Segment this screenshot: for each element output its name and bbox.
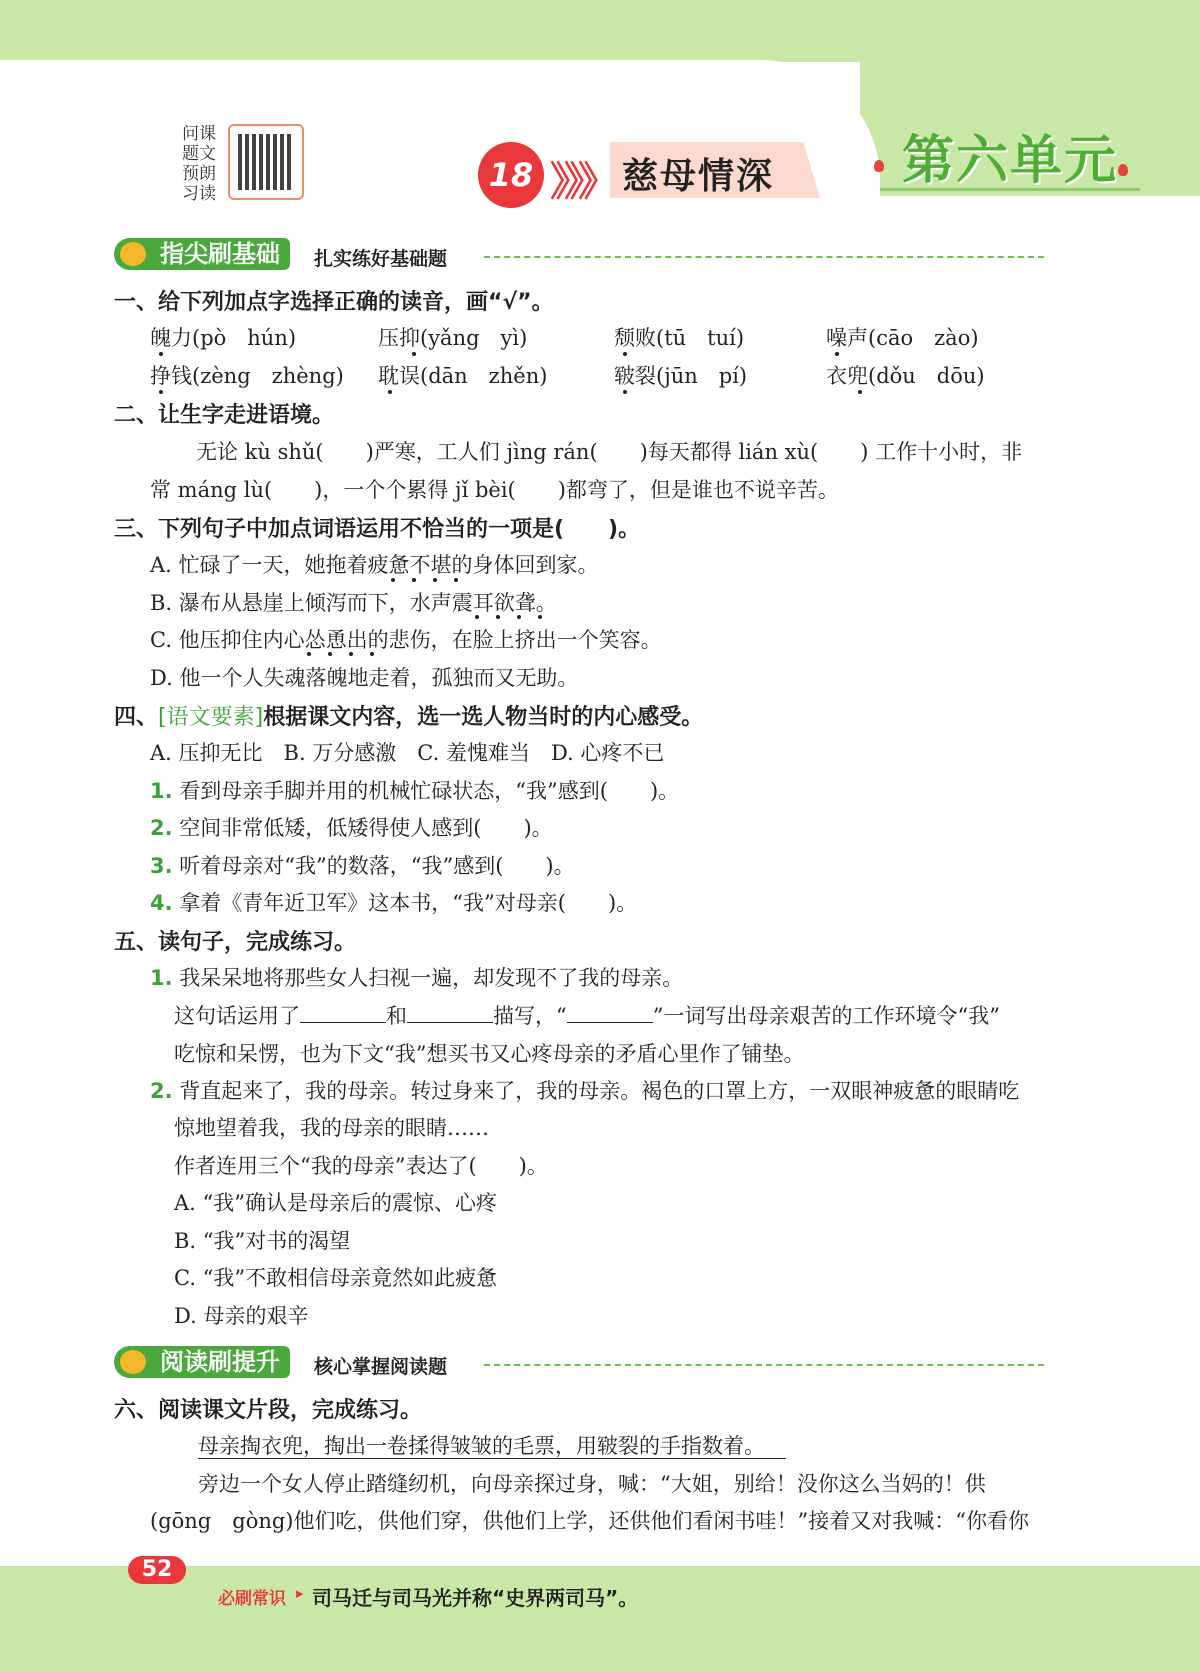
- q4-item: [150, 887, 637, 917]
- q4-choices: A. 压抑无比 B. 万分感激 C. 羞愧难当 D. 心疼不已: [150, 741, 665, 765]
- emphasis-dot: [159, 390, 163, 394]
- q1-item: 噪声(cāo zào): [826, 326, 979, 350]
- emphasis-dot: [623, 352, 627, 356]
- item-number: 2.: [150, 816, 173, 840]
- lesson-number: 18: [478, 142, 544, 208]
- emphasis-dot: [307, 652, 311, 656]
- qr-code-pattern: [238, 134, 294, 190]
- emphasis-dot: [623, 390, 627, 394]
- emphasis-dot: [370, 652, 374, 656]
- item-text: 拿着《青年近卫军》这本书，“我”对母亲( )。: [179, 891, 638, 915]
- question-4-title: [114, 700, 703, 731]
- section-basic-label: 指尖刷基础: [160, 240, 280, 268]
- flower-icon: [874, 160, 884, 172]
- item-text: 空间非常低矮，低矮得使人感到( )。: [179, 816, 553, 840]
- flower-icon: [1118, 164, 1128, 176]
- q4-item: [150, 850, 575, 880]
- emphasis-dot: [835, 352, 839, 356]
- q1-item: 衣兜(dǒu dōu): [826, 364, 985, 388]
- emphasis-dot: [433, 578, 437, 582]
- q4-prefix: 四、: [114, 705, 159, 730]
- q3-option-d: D. 他一个人失魂落魄地走着，孤独而又无助。: [150, 666, 579, 690]
- q4-item: [150, 812, 553, 842]
- qr-label: 问课题文预朗习读: [182, 124, 216, 204]
- q3-option-a: A. 忙碌了一天，她拖着疲惫不堪的身体回到家。: [150, 553, 599, 577]
- q4-title-text: 根据课文内容，选一选人物当时的内心感受。: [263, 705, 704, 730]
- grass-decoration: [880, 178, 1140, 191]
- q5-fill-line: [174, 1000, 1000, 1030]
- q4-tag: [语文要素]: [158, 705, 264, 730]
- header-band: [0, 0, 1200, 62]
- q5-sentence-1: [150, 962, 683, 992]
- q5-sentence-2: [150, 1075, 1019, 1105]
- q5-option-c: C. “我”不敢相信母亲竟然如此疲惫: [174, 1266, 498, 1290]
- fill-text: ”一词写出母亲艰苦的工作环境令“我”: [652, 1004, 1000, 1028]
- fill-blank[interactable]: [300, 1022, 386, 1023]
- emphasis-dot: [517, 615, 521, 619]
- emphasis-dot: [391, 578, 395, 582]
- section-basic-pill: [114, 238, 290, 270]
- q3-option-c: C. 他压抑住内心怂恿出的悲伤，在脸上挤出一个笑容。: [150, 628, 662, 652]
- emphasis-dot: [496, 615, 500, 619]
- section-divider: [484, 256, 1044, 258]
- qr-code[interactable]: [228, 124, 304, 200]
- section-reading-pill: [114, 1346, 290, 1378]
- question-2-title: 二、让生字走进语境。: [114, 403, 335, 428]
- emphasis-dot: [412, 352, 416, 356]
- q5-option-a: A. “我”确认是母亲后的震惊、心疼: [174, 1191, 497, 1215]
- quote-text: 我呆呆地将那些女人扫视一遍，却发现不了我的母亲。: [179, 966, 684, 990]
- section-divider: [484, 1364, 1044, 1366]
- q1-item: 皲裂(jūn pí): [614, 364, 748, 388]
- q6-paragraph-3: (gōng gòng)他们吃，供他们穿，供他们上学，还供他们看闲书哇！”接着又对我喊：“你看你: [150, 1509, 1029, 1533]
- q3-option-b: B. 瀑布从悬崖上倾泻而下，水声震耳欲聋。: [150, 591, 557, 615]
- quote-text: 背直起来了，我的母亲。转过身来了，我的母亲。褐色的口罩上方，一双眼神疲惫的眼睛吃: [179, 1079, 1020, 1103]
- item-text: 听着母亲对“我”的数落，“我”感到( )。: [179, 854, 575, 878]
- chevrons-icon: 》》》: [550, 159, 612, 205]
- q5-quote-line: 惊地望着我，我的母亲的眼睛……: [174, 1116, 489, 1140]
- q1-item: 颓败(tū tuí): [614, 326, 745, 350]
- q4-item: [150, 775, 679, 805]
- item-number: 3.: [150, 854, 173, 878]
- fill-blank[interactable]: [407, 1022, 493, 1023]
- q2-line-2: 常 máng lù( )，一个个累得 jǐ bèi( )都弯了，但是谁也不说辛苦。: [150, 478, 839, 502]
- question-3-title: 三、下列句子中加点词语运用不恰当的一项是( )。: [114, 517, 641, 542]
- question-6-title: 六、阅读课文片段，完成练习。: [114, 1398, 423, 1423]
- fill-text: 和: [386, 1004, 407, 1028]
- fill-text: 描写，“: [493, 1004, 567, 1028]
- emphasis-dot: [858, 390, 862, 394]
- emphasis-dot: [454, 578, 458, 582]
- emphasis-dot: [159, 352, 163, 356]
- emphasis-dot: [349, 652, 353, 656]
- page-number: 52: [128, 1556, 186, 1584]
- underline: [198, 1458, 786, 1459]
- tip-arrow-icon: ▸: [296, 1584, 304, 1602]
- q1-item: 压抑(yǎng yì): [378, 326, 528, 350]
- q6-paragraph-1: 母亲掏衣兜，掏出一卷揉得皱皱的毛票，用皲裂的手指数着。: [198, 1434, 765, 1458]
- item-number: 1.: [150, 779, 173, 803]
- tip-label: 必刷常识: [218, 1589, 286, 1609]
- mascot-icon: [120, 1350, 146, 1374]
- tip-text: 司马迁与司马光并称“史界两司马”。: [312, 1586, 639, 1610]
- item-text: 看到母亲手脚并用的机械忙碌状态，“我”感到( )。: [179, 779, 680, 803]
- item-number: 2.: [150, 1079, 173, 1103]
- section-reading-subtitle: 核心掌握阅读题: [314, 1356, 448, 1378]
- mascot-icon: [120, 242, 146, 266]
- section-reading-label: 阅读刷提升: [160, 1348, 280, 1376]
- item-number: 4.: [150, 891, 173, 915]
- unit-title: 第六单元: [902, 131, 1119, 191]
- emphasis-dot: [388, 390, 392, 394]
- emphasis-dot: [328, 652, 332, 656]
- q1-item: 挣钱(zèng zhèng): [150, 364, 344, 388]
- q5-question: 作者连用三个“我的母亲”表达了( )。: [174, 1154, 548, 1178]
- question-5-title: 五、读句子，完成练习。: [114, 930, 357, 955]
- q1-item: 耽误(dān zhěn): [378, 364, 548, 388]
- question-1-title: 一、给下列加点字选择正确的读音，画“√”。: [114, 290, 554, 315]
- fill-blank[interactable]: [567, 1022, 653, 1023]
- q6-paragraph-2: 旁边一个女人停止踏缝纫机，向母亲探过身，喊：“大姐，别给！没你这么当妈的！供: [198, 1472, 986, 1496]
- emphasis-dot: [412, 578, 416, 582]
- emphasis-dot: [475, 615, 479, 619]
- q1-item: 魄力(pò hún): [150, 326, 297, 350]
- q5-option-b: B. “我”对书的渴望: [174, 1229, 351, 1253]
- q5-option-d: D. 母亲的艰辛: [174, 1304, 309, 1328]
- item-number: 1.: [150, 966, 173, 990]
- section-basic-subtitle: 扎实练好基础题: [314, 248, 448, 270]
- emphasis-dot: [538, 615, 542, 619]
- lesson-title: 慈母情深: [622, 156, 775, 197]
- q5-line: 吃惊和呆愣，也为下文“我”想买书又心疼母亲的矛盾心里作了铺垫。: [174, 1042, 805, 1066]
- q2-line-1: 无论 kù shǔ( )严寒，工人们 jìng rán( )每天都得 lián xù( ) 工作十小时，非: [196, 440, 1023, 464]
- fill-text: 这句话运用了: [174, 1004, 300, 1028]
